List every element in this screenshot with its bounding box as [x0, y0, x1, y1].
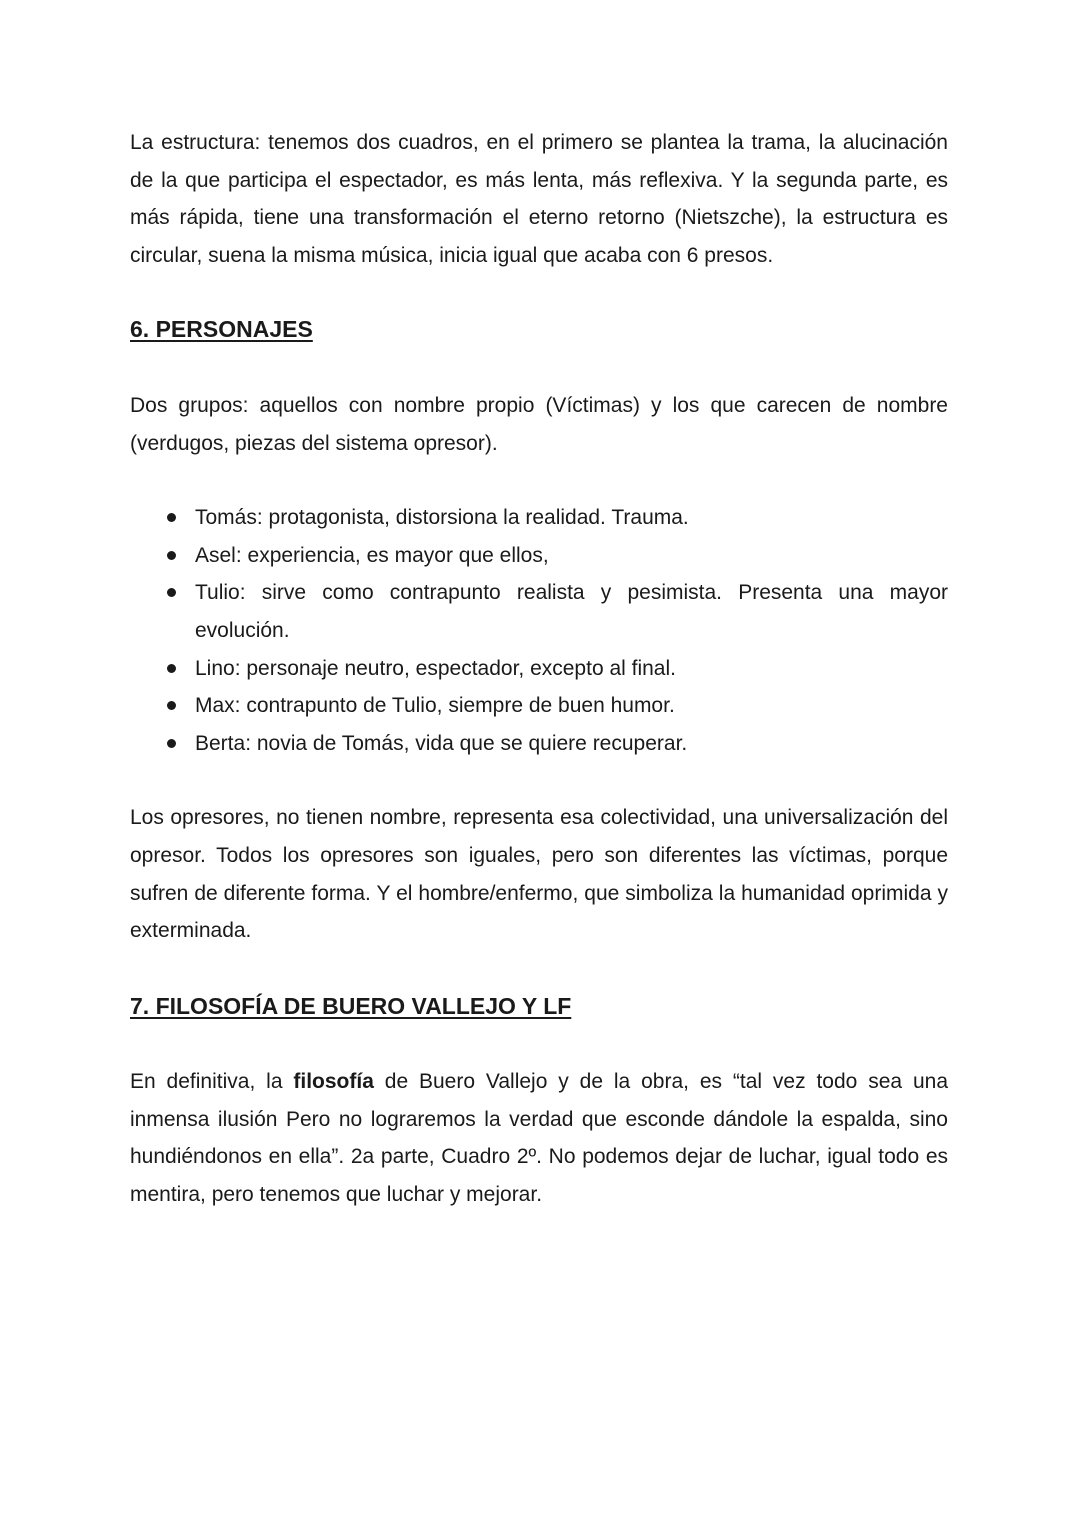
bullet-icon: [167, 701, 176, 710]
character-groups-paragraph: Dos grupos: aquellos con nombre propio (Víctimas) y los que carecen de nombre (verdugos, piezas del sistema opresor).: [130, 393, 948, 455]
list-item: [130, 574, 948, 649]
oppressors-paragraph: Los opresores, no tienen nombre, representa esa colectividad, una universalización del opresor. Todos los opresores son iguales, pero son diferentes las víctimas, porque sufren de diferente forma. Y el hombre/enfermo, que simboliza la humanidad oprimida y exterminada.: [130, 806, 948, 943]
philosophy-paragraph: [130, 1063, 948, 1213]
list-item: [130, 725, 948, 763]
list-item: [130, 687, 948, 725]
character-berta: Berta: novia de Tomás, vida que se quiere recuperar.: [195, 731, 688, 755]
philosophy-text-start: En definitiva, la: [130, 1070, 294, 1094]
structure-paragraph: La estructura: tenemos dos cuadros, en el primero se plantea la trama, la alucinación de la que participa el espectador, es más lenta, más reflexiva. Y la segunda parte, es más rápida, tiene una transformación el eterno retorno (Nietszche), la estructura es circular, suena la misma música, inicia igual que acaba con 6 presos.: [130, 131, 948, 267]
bullet-icon: [167, 588, 176, 597]
character-list: [130, 499, 948, 762]
character-tomas: Tomás: protagonista, distorsiona la realidad. Trauma.: [195, 506, 689, 530]
list-item: [130, 537, 948, 575]
character-tulio: Tulio: sirve como contrapunto realista y pesimista. Presenta una mayor evolución.: [195, 581, 948, 642]
list-item: [130, 650, 948, 688]
bullet-icon: [167, 551, 176, 560]
character-max: Max: contrapunto de Tulio, siempre de buen humor.: [195, 694, 675, 718]
section-heading-filosofia: 7. FILOSOFÍA DE BUERO VALLEJO Y LF: [130, 992, 572, 1019]
philosophy-bold-word: filosofía: [293, 1070, 374, 1094]
character-lino: Lino: personaje neutro, espectador, excepto al final.: [195, 656, 676, 680]
list-item: [130, 499, 948, 537]
bullet-icon: [167, 739, 176, 748]
section-heading-personajes: 6. PERSONAJES: [130, 316, 313, 343]
character-asel: Asel: experiencia, es mayor que ellos,: [195, 543, 549, 567]
document-page: [130, 124, 948, 1214]
philosophy-text-end: de Buero Vallejo y de la obra, es “tal vez todo sea una inmensa ilusión Pero no lograremos la verdad que esconde dándole la espalda, sino hundiéndonos en ella”. 2a parte, Cuadro 2º. No podemos dejar de luchar, igual todo es mentira, pero tenemos que luchar y mejorar.: [130, 1070, 948, 1207]
bullet-icon: [167, 513, 176, 522]
bullet-icon: [167, 664, 176, 673]
